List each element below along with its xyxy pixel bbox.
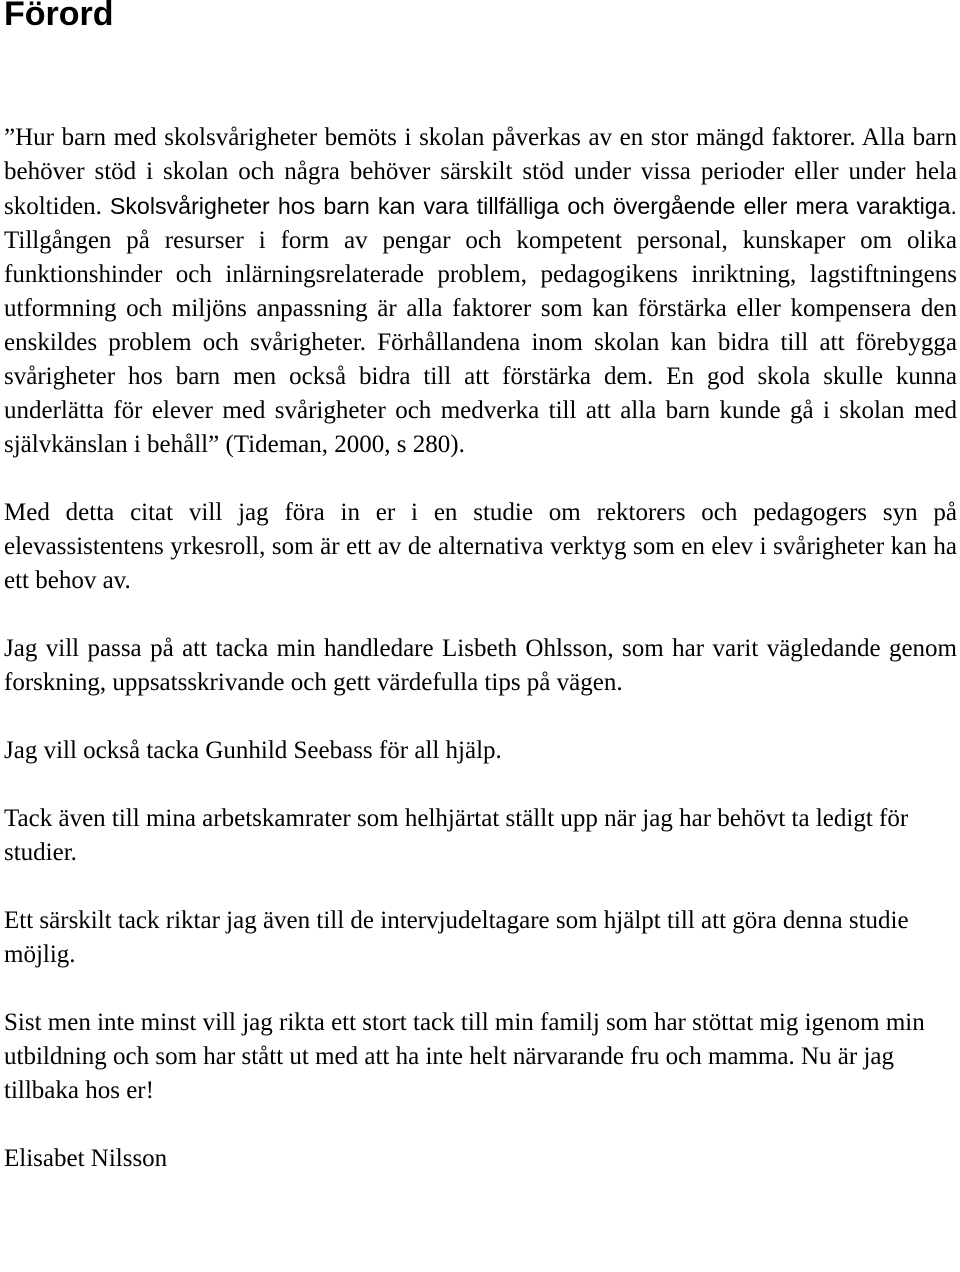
thanks-gunhild-paragraph: Jag vill också tacka Gunhild Seebass för all hjälp. bbox=[4, 737, 502, 764]
document-body bbox=[4, 121, 957, 1210]
thanks-colleagues-paragraph: Tack även till mina arbetskamrater som helhjärtat ställt upp när jag har behövt ta ledigt för studier. bbox=[4, 805, 909, 866]
quote-text-part-2: Skolsvårigheter hos barn kan vara tillfälliga och övergående eller mera varaktiga. bbox=[109, 193, 957, 219]
quote-text-part-1: ”Hur barn med skolsvårigheter bemöts i skolan påverkas av en stor mängd faktorer. Alla barn behöver stöd i skolan och några behöver särskilt stöd under vissa perioder eller under hela skoltiden. bbox=[4, 124, 957, 220]
intro-paragraph: Med detta citat vill jag föra in er i en studie om rektorers och pedagogers syn på elevassistentens yrkesroll, som är ett av de alternativa verktyg som en elev i svårigheter kan ha ett behov av. bbox=[4, 499, 957, 594]
author-signature: Elisabet Nilsson bbox=[4, 1145, 168, 1172]
thanks-interviewees-paragraph: Ett särskilt tack riktar jag även till de intervjudeltagare som hjälpt till att göra denna studie möjlig. bbox=[4, 907, 909, 968]
thanks-family-paragraph: Sist men inte minst vill jag rikta ett stort tack till min familj som har stöttat mig igenom min utbildning och som har stått ut med att ha inte helt närvarande fru och mamma. Nu är jag tillbaka hos er! bbox=[4, 1009, 925, 1104]
page-title: Förord bbox=[4, 0, 114, 33]
quote-paragraph bbox=[4, 121, 957, 462]
quote-text-part-3: Tillgången på resurser i form av pengar och kompetent personal, kunskaper om olika funktionshinder och inlärningsrelaterade problem, pedagogikens inriktning, lagstiftningens utformning och miljöns anpassning är alla faktorer som kan förstärka eller kompensera den enskildes problem och svårigheter. Förhållandena inom skolan kan bidra till att förebygga svårigheter hos barn men också bidra till att förstärka dem. En god skola skulle kunna underlätta för elever med svårigheter och medverka till att alla barn kunde gå i skolan med självkänslan i behåll” (Tideman, 2000, s 280). bbox=[4, 227, 957, 458]
thanks-supervisor-paragraph: Jag vill passa på att tacka min handledare Lisbeth Ohlsson, som har varit vägledande genom forskning, uppsatsskrivande och gett värdefulla tips på vägen. bbox=[4, 635, 957, 696]
